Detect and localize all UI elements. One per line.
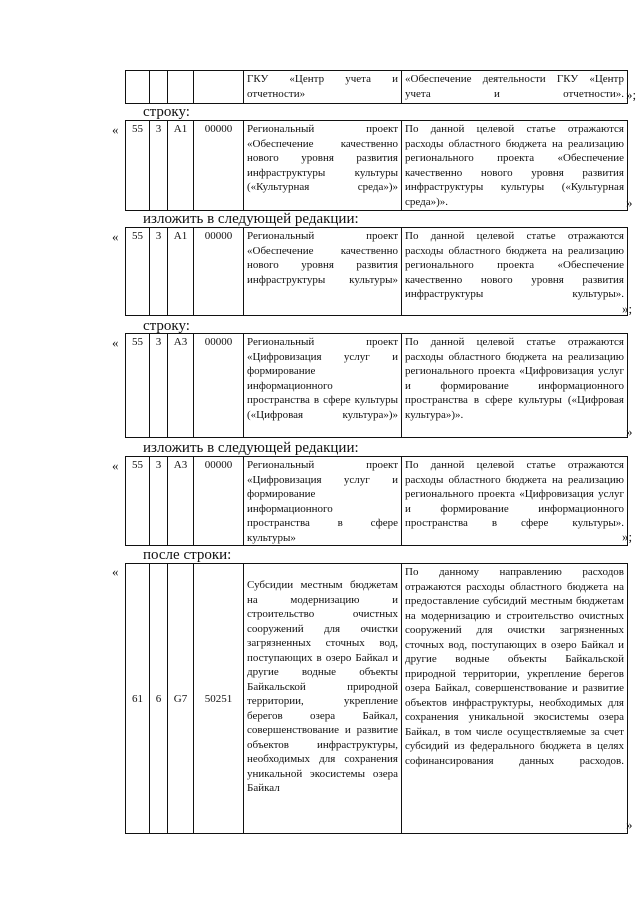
table-row-3 <box>125 333 628 438</box>
cell-code-4: 00000 <box>194 228 244 316</box>
opening-quote: « <box>112 229 119 244</box>
cell-name: Региональный проект «Обеспечение качественно нового уровня развития инфраструктуры культуры» <box>244 228 402 316</box>
cell-code-4: 00000 <box>194 121 244 211</box>
cell-code-2 <box>150 71 168 104</box>
cell-code-1: 55 <box>126 457 150 546</box>
cell-code-4: 00000 <box>194 457 244 546</box>
opening-quote: « <box>112 458 119 473</box>
cell-code-2: 3 <box>150 334 168 438</box>
cell-code-2: 3 <box>150 228 168 316</box>
closing-quote: » <box>626 195 633 210</box>
closing-quote: » <box>626 424 633 439</box>
cell-code-1: 55 <box>126 228 150 316</box>
cell-name: Региональный проект «Цифровизация услуг и формирование информационного пространства в сфере культуры» <box>244 457 402 546</box>
table-row-5 <box>125 563 628 834</box>
cell-code-3: А3 <box>168 457 194 546</box>
cell-description: По данному направлению расходов отражаются расходы областного бюджета на предоставление субсидий местным бюджетам на модернизацию и строительство очистных сооружений для очистки загрязненных сточных вод, поступающих в озеро Байкал и другие водные объекты Байкальской природной территории, укрепление берегов озера Байкал, совершенствование и развитие объектов инфраструктуры, необходимых для сохранения уникальной экосистемы озера Байкал, в том числе осуществляемые за счет субсидий из федерального бюджета в целях софинансирования данных расходов. <box>402 564 628 834</box>
closing-quote: »; <box>626 87 637 102</box>
opening-quote: « <box>112 122 119 137</box>
cell-code-4: 50251 <box>194 564 244 834</box>
cell-code-3: А1 <box>168 228 194 316</box>
section-label: строку: <box>143 318 190 334</box>
cell-code-4 <box>194 71 244 104</box>
cell-code-2: 6 <box>150 564 168 834</box>
table-row-1 <box>125 120 628 211</box>
opening-quote: « <box>112 564 119 579</box>
cell-code-1: 55 <box>126 334 150 438</box>
section-label: строку: <box>143 104 190 120</box>
section-label: изложить в следующей редакции: <box>143 440 359 456</box>
cell-description: По данной целевой статье отражаются расходы областного бюджета на реализацию регионального проекта «Обеспечение качественно нового уровня развития инфраструктуры культуры». <box>402 228 628 316</box>
cell-code-3 <box>168 71 194 104</box>
cell-code-2: 3 <box>150 121 168 211</box>
cell-code-3: G7 <box>168 564 194 834</box>
cell-name: Региональный проект «Цифровизация услуг и формирование информационного пространства в сфере культуры («Цифровая культура»)» <box>244 334 402 438</box>
cell-name: Субсидии местным бюджетам на модернизацию и строительство очистных сооружений для очистки загрязненных сточных вод, поступающих в озеро Байкал и другие водные объекты Байкальской природной территории, укрепление берегов озера Байкал, совершенствование и развитие объектов инфраструктуры, необходимых для сохранения уникальной экосистемы озера Байкал <box>244 564 402 834</box>
cell-name: ГКУ «Центр учета и отчетности» <box>244 71 402 104</box>
closing-quote: »; <box>622 301 633 316</box>
cell-description: По данной целевой статье отражаются расходы областного бюджета на реализацию регионального проекта «Обеспечение качественно нового уровня развития инфраструктуры культуры («Культурная среда»)». <box>402 121 628 211</box>
cell-description: По данной целевой статье отражаются расходы областного бюджета на реализацию регионального проекта «Цифровизация услуг и формирование информационного пространства в сфере культуры». <box>402 457 628 546</box>
closing-quote: »; <box>622 529 633 544</box>
cell-code-3: А3 <box>168 334 194 438</box>
table-row-4 <box>125 456 628 546</box>
cell-description: «Обеспечение деятельности ГКУ «Центр учета и отчетности». <box>402 71 628 104</box>
section-label: после строки: <box>143 547 232 563</box>
cell-description: По данной целевой статье отражаются расходы областного бюджета на реализацию регионального проекта «Цифровизация услуг и формирование информационного пространства в сфере культуры («Цифровая культура»)». <box>402 334 628 438</box>
cell-code-1 <box>126 71 150 104</box>
closing-quote: » <box>626 817 633 832</box>
cell-code-1: 61 <box>126 564 150 834</box>
table-row-2 <box>125 227 628 316</box>
cell-code-4: 00000 <box>194 334 244 438</box>
cell-name: Региональный проект «Обеспечение качественно нового уровня развития инфраструктуры культуры («Культурная среда»)» <box>244 121 402 211</box>
cell-code-2: 3 <box>150 457 168 546</box>
table-row-0 <box>125 70 628 104</box>
opening-quote: « <box>112 335 119 350</box>
cell-code-1: 55 <box>126 121 150 211</box>
cell-code-3: А1 <box>168 121 194 211</box>
section-label: изложить в следующей редакции: <box>143 211 359 227</box>
